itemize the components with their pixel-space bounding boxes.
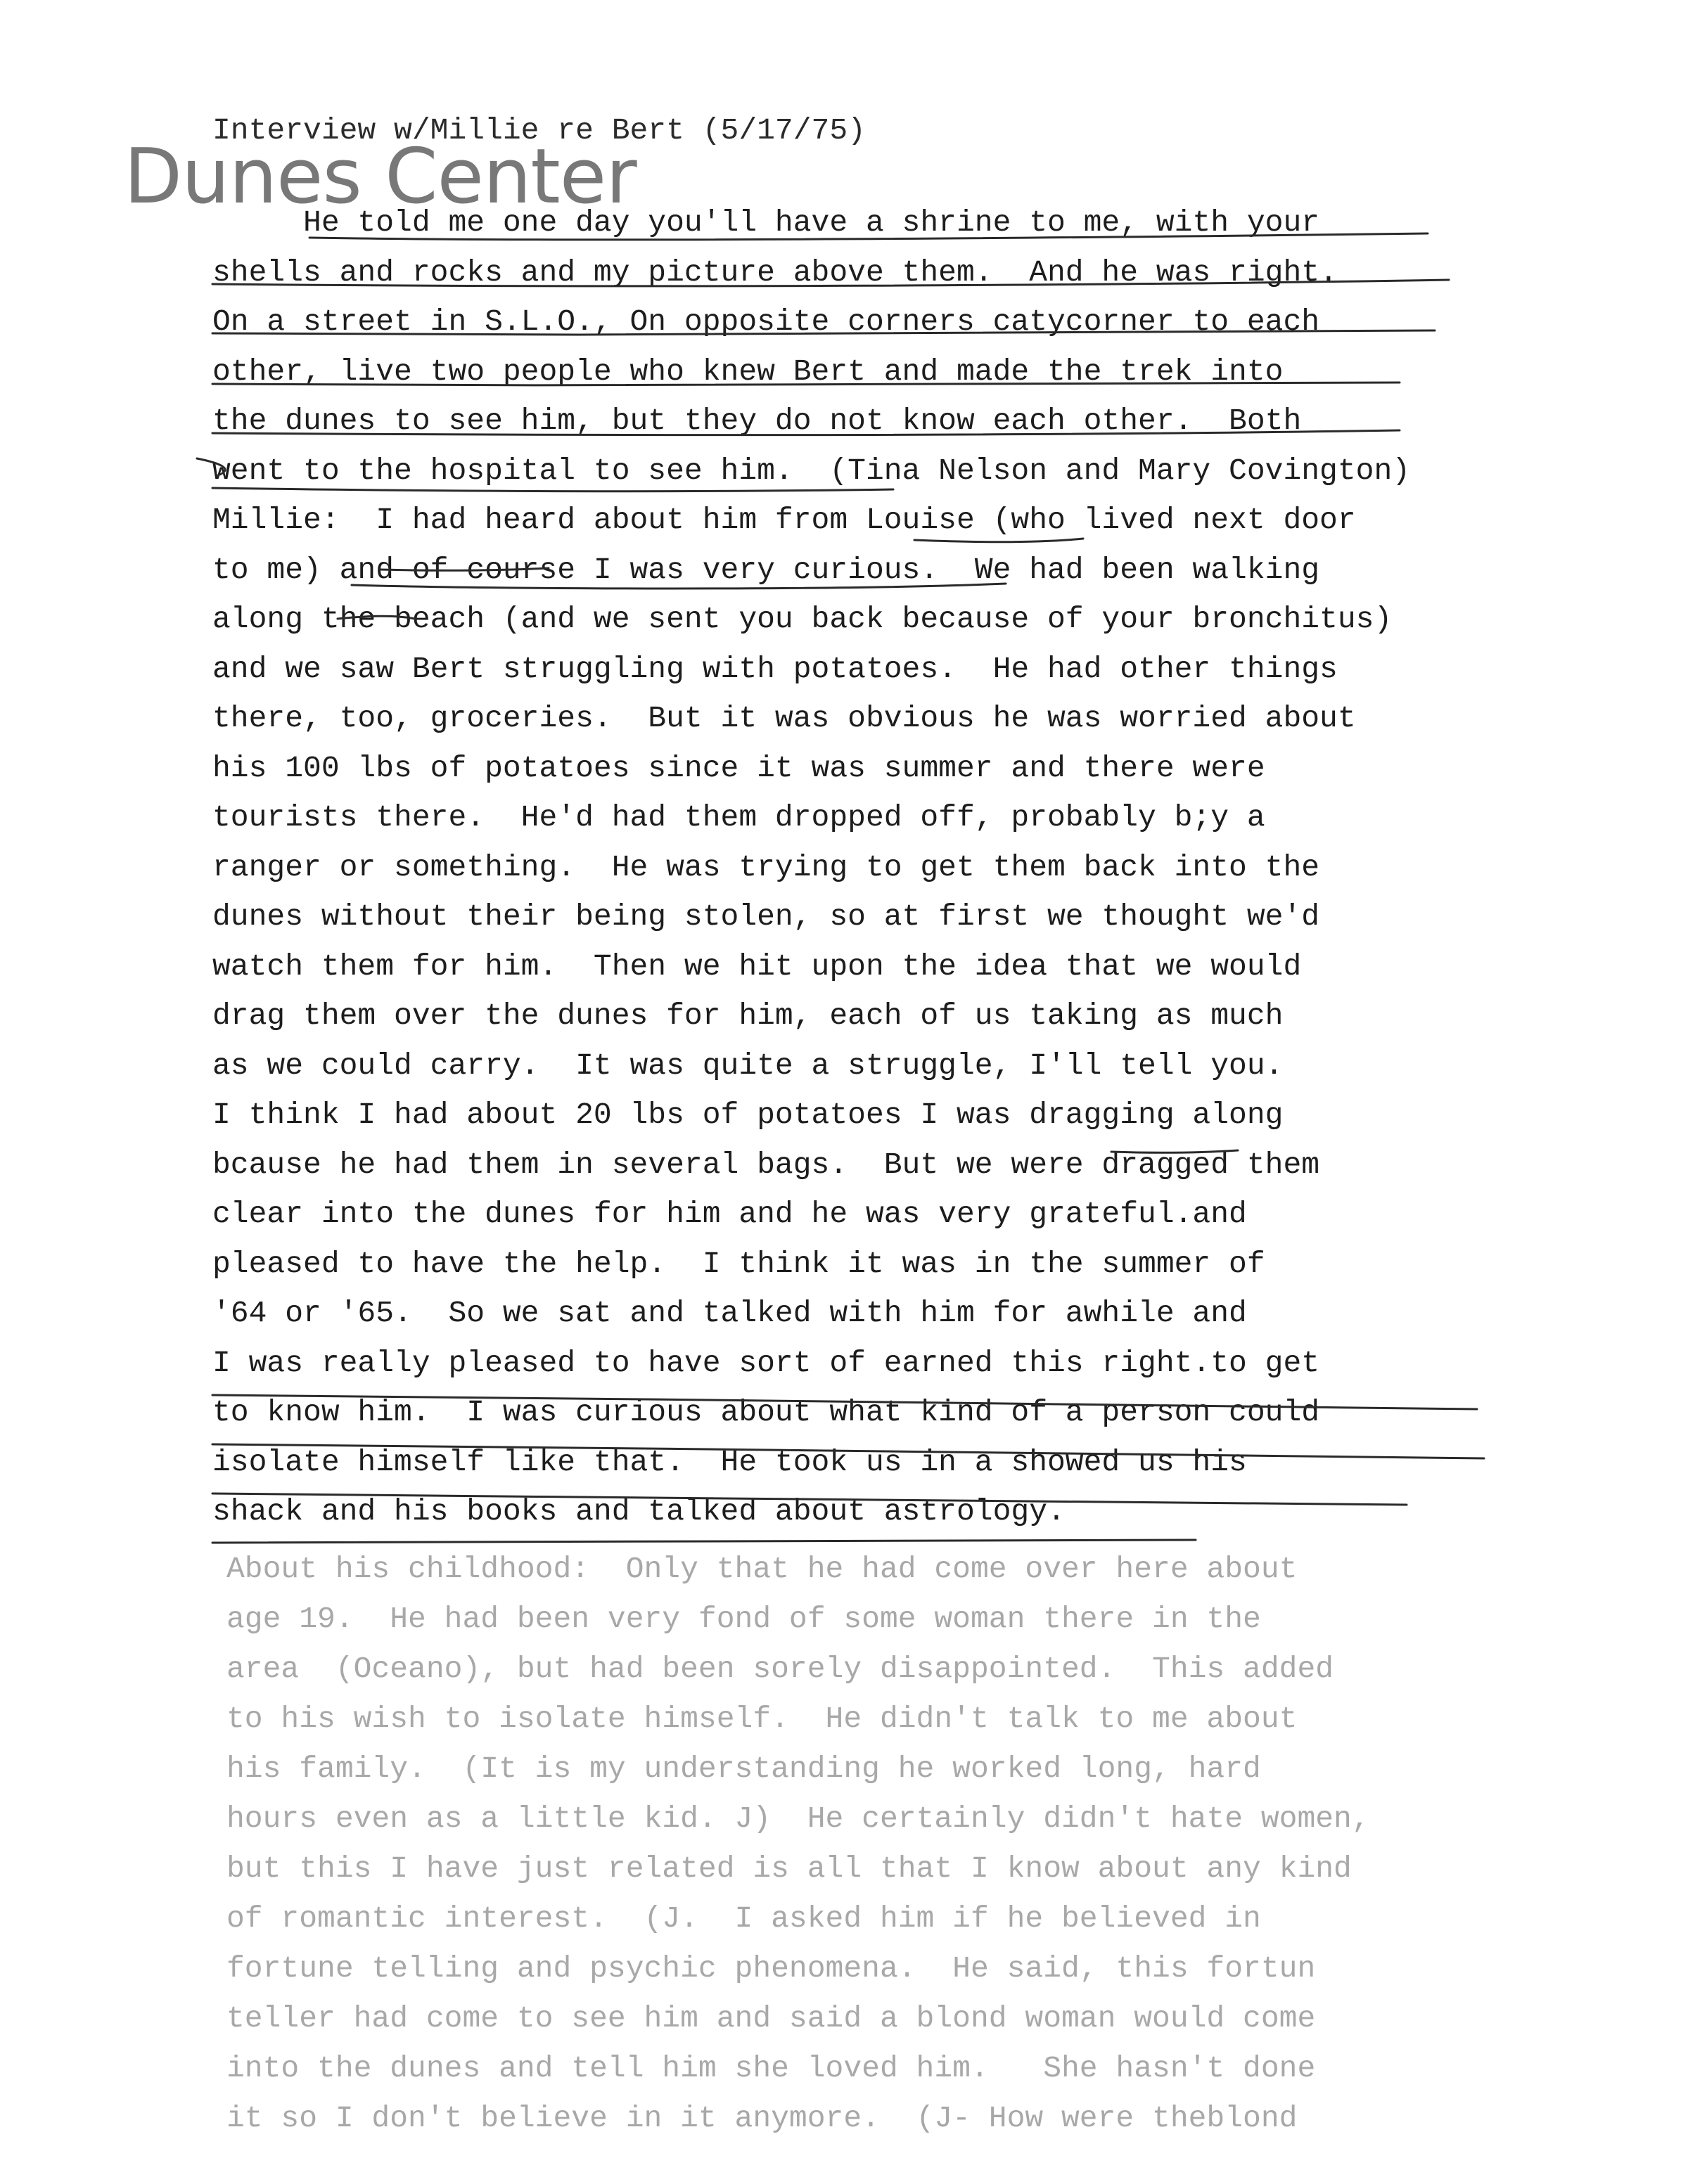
underline-mark <box>212 1540 1196 1543</box>
faded-text-line: area (Oceano), but had been sorely disappointed. This added <box>226 1652 1334 1686</box>
text-line: watch them for him. Then we hit upon the idea that we would <box>212 949 1302 984</box>
text-line: to know him. I was curious about what kind of a person could <box>212 1395 1320 1430</box>
faded-text-line: it so I don't believe in it anymore. (J- How were theblond <box>226 2101 1298 2135</box>
text-line: clear into the dunes for him and he was very grateful.and <box>212 1197 1247 1231</box>
text-line: He told me one day you'll have a shrine to me, with your <box>212 205 1320 240</box>
faded-text-line: his family. (It is my understanding he worked long, hard <box>226 1752 1261 1786</box>
text-line: the dunes to see him, but they do not know each other. Both <box>212 404 1302 438</box>
text-line: pleased to have the help. I think it was in the summer of <box>212 1246 1265 1281</box>
text-line: as we could carry. It was quite a struggle, I'll tell you. <box>212 1048 1284 1083</box>
interview-header: Interview w/Millie re Bert (5/17/75) <box>212 113 866 148</box>
faded-text-line: age 19. He had been very fond of some woman there in the <box>226 1602 1261 1636</box>
text-line: along the beach (and we sent you back because of your bronchitus) <box>212 602 1393 636</box>
text-line: tourists there. He'd had them dropped off, probably b;y a <box>212 800 1265 835</box>
text-line: ranger or something. He was trying to get them back into the <box>212 849 1320 885</box>
faded-text-line: of romantic interest. (J. I asked him if he believed in <box>226 1901 1261 1936</box>
faded-text-line: but this I have just related is all that I know about any kind <box>226 1851 1352 1886</box>
text-line: drag them over the dunes for him, each of us taking as much <box>212 998 1284 1033</box>
faded-text-line: teller had come to see him and said a blond woman would come <box>226 2001 1316 2036</box>
text-line: isolate himself like that. He took us in a showed us his <box>212 1444 1247 1479</box>
text-line: I think I had about 20 lbs of potatoes I was dragging along <box>212 1098 1284 1132</box>
text-line: there, too, groceries. But it was obvious he was worried about <box>212 701 1356 736</box>
text-line: On a street in S.L.O., On opposite corners catycorner to each <box>212 304 1320 339</box>
faded-text-line: to his wish to isolate himself. He didn't talk to me about <box>226 1702 1298 1736</box>
faded-text-line: About his childhood: Only that he had come over here about <box>226 1552 1298 1586</box>
text-line: to me) and of course I was very curious. We had been walking <box>212 552 1320 587</box>
text-line: shells and rocks and my picture above them. And he was right. <box>212 255 1338 290</box>
transcript-body <box>212 198 1675 1537</box>
dunes-center-watermark: Dunes Center <box>124 133 637 221</box>
text-line: and we saw Bert struggling with potatoes. He had other things <box>212 651 1338 686</box>
faded-text-line: fortune telling and psychic phenomena. He said, this fortun <box>226 1951 1316 1986</box>
faded-transcript <box>226 1544 1675 2143</box>
text-line: dunes without their being stolen, so at first we thought we'd <box>212 899 1320 934</box>
text-line: other, live two people who knew Bert and made the trek into <box>212 354 1284 389</box>
faded-text-line: hours even as a little kid. J) He certainly didn't hate women, <box>226 1801 1370 1836</box>
text-line: Millie: I had heard about him from Louise (who lived next door <box>212 503 1356 537</box>
text-line: I was really pleased to have sort of earned this right.to get <box>212 1345 1320 1380</box>
text-line: bcause he had them in several bags. But we were dragged them <box>212 1147 1320 1182</box>
faded-text-line: into the dunes and tell him she loved him. She hasn't done <box>226 2051 1316 2086</box>
text-line: '64 or '65. So we sat and talked with him for awhile and <box>212 1296 1247 1330</box>
text-line: went to the hospital to see him. (Tina Nelson and Mary Covington) <box>212 453 1411 488</box>
text-line: his 100 lbs of potatoes since it was summer and there were <box>212 750 1265 785</box>
text-line: shack and his books and talked about astrology. <box>212 1494 1066 1529</box>
